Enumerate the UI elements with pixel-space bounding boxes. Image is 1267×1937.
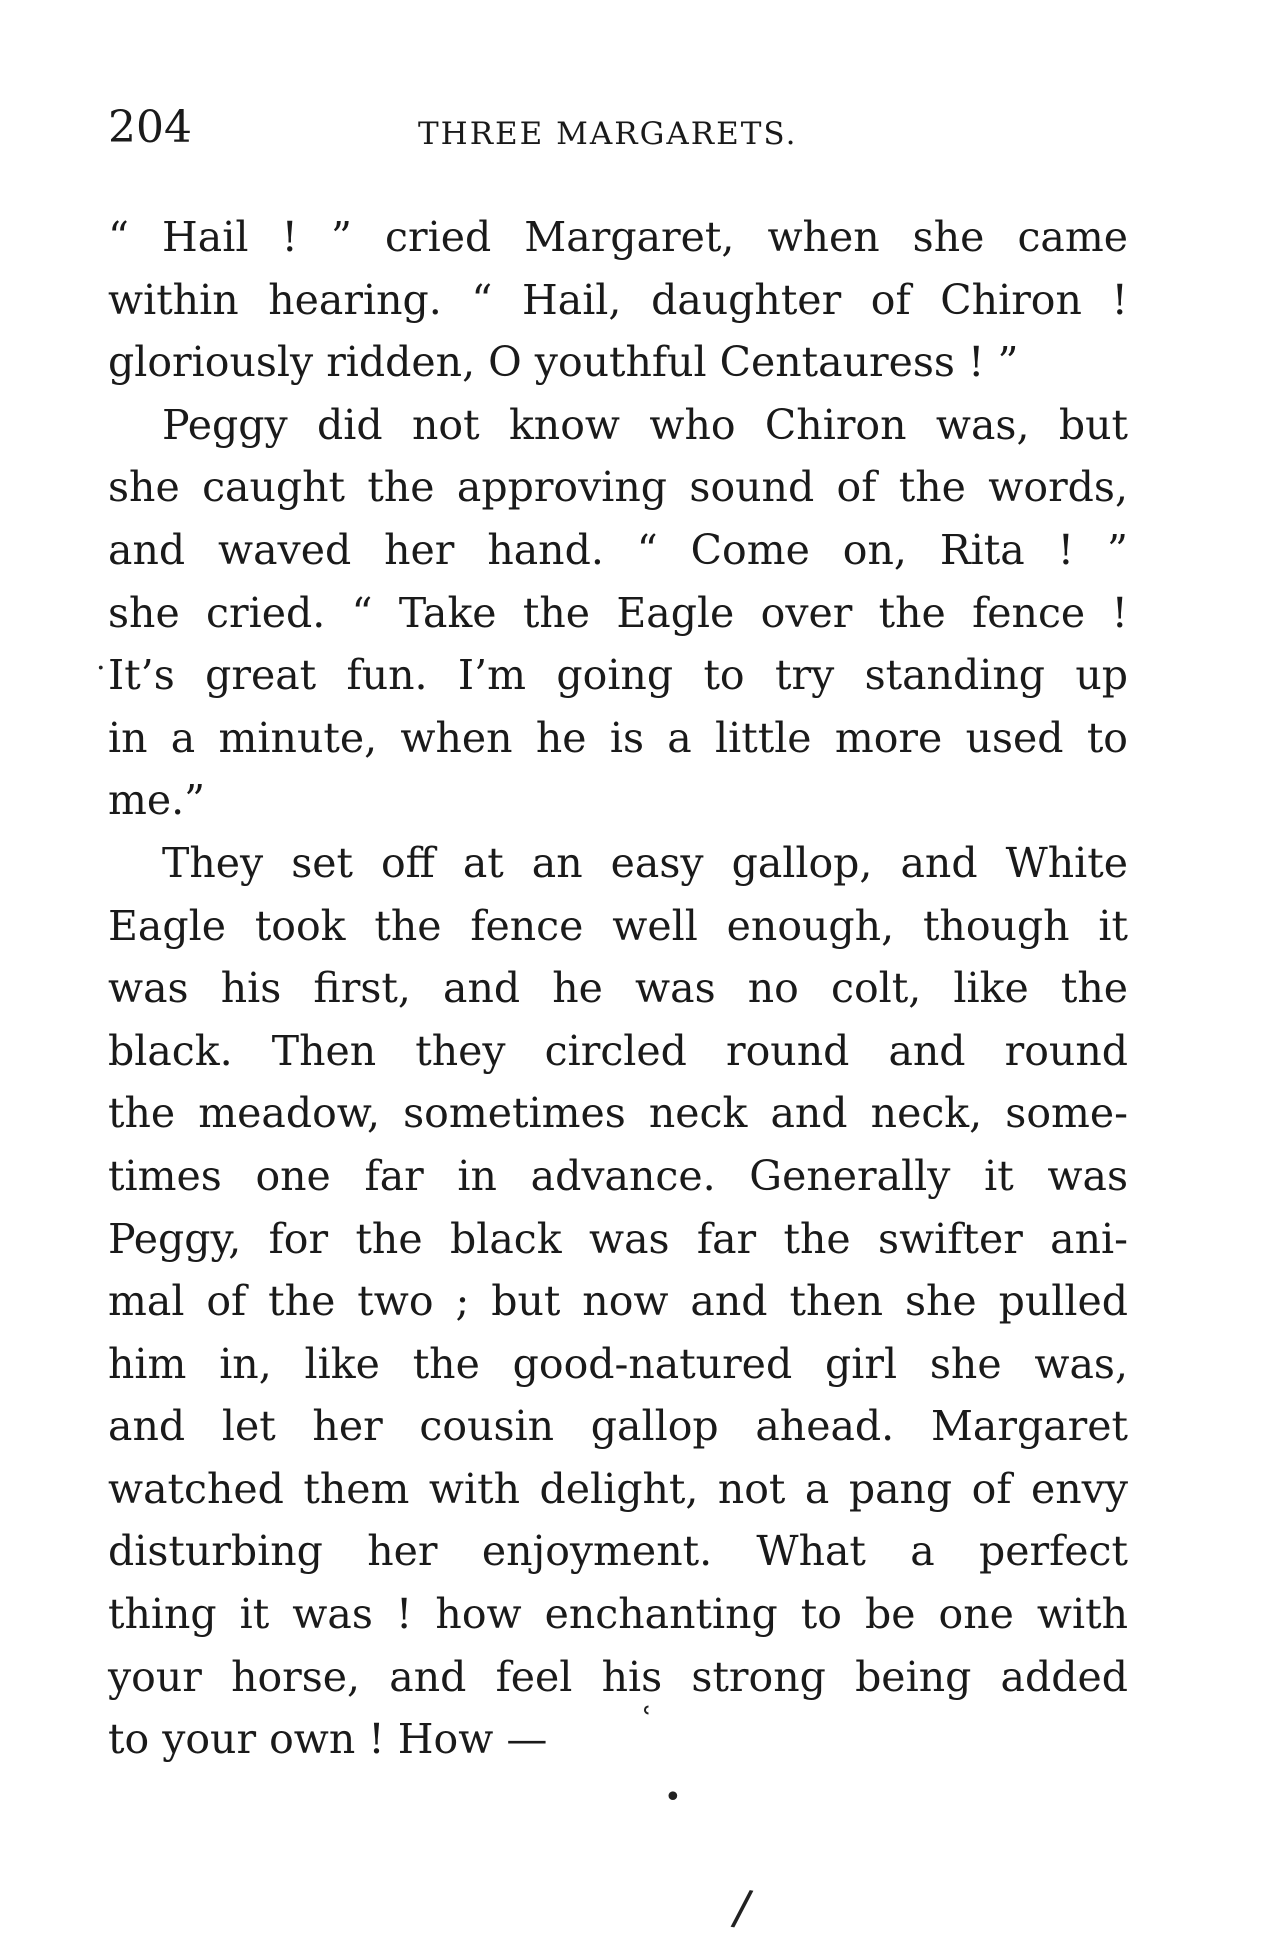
body-text	[108, 206, 1128, 1771]
text-line: Peggy did not know who Chiron was, but	[162, 400, 1128, 449]
text-line: thing it was ! how enchanting to be one with	[108, 1590, 1128, 1639]
text-line: disturbing her enjoyment. What a perfect	[108, 1527, 1128, 1576]
text-line: It’s great fun. I’m going to try standing up	[108, 651, 1128, 700]
text-line: and waved her hand. “ Come on, Rita ! ”	[108, 525, 1128, 574]
text-line: “ Hail ! ” cried Margaret, when she came	[108, 213, 1128, 261]
stray-mark-slash: /	[729, 1879, 755, 1937]
text-line: Peggy, for the black was far the swifter ani-	[108, 1214, 1128, 1263]
text-line: watched them with delight, not a pang of envy	[108, 1464, 1128, 1513]
text-line: black. Then they circled round and round	[108, 1026, 1128, 1075]
text-line: Eagle took the fence well enough, though it	[108, 901, 1128, 950]
text-line: and let her cousin gallop ahead. Margaret	[108, 1402, 1128, 1451]
text-line: the meadow, sometimes neck and neck, some-	[108, 1089, 1128, 1138]
running-title: THREE MARGARETS.	[418, 116, 798, 152]
page-header	[108, 98, 1128, 158]
text-line: him in, like the good-natured girl she was,	[108, 1339, 1128, 1388]
paragraph	[108, 832, 1128, 1771]
text-line: in a minute, when he is a little more used to	[108, 713, 1128, 762]
text-line: to your own ! How —	[108, 1715, 548, 1764]
text-line: your horse, and feel his strong being added	[108, 1652, 1128, 1701]
stray-mark-tick: ʿ	[642, 1700, 653, 1740]
text-line: mal of the two ; but now and then she pulled	[108, 1277, 1128, 1326]
text-line: gloriously ridden, O youthful Centauress ! ”	[108, 338, 1019, 387]
text-line: me.”	[108, 776, 206, 825]
text-line: was his first, and he was no colt, like the	[108, 964, 1128, 1013]
paragraph	[108, 394, 1128, 832]
text-line: she cried. “ Take the Eagle over the fence !	[108, 588, 1128, 637]
text-line: within hearing. “ Hail, daughter of Chiron !	[108, 275, 1128, 324]
text-line: she caught the approving sound of the words,	[108, 463, 1128, 512]
paragraph	[108, 206, 1128, 394]
text-line: times one far in advance. Generally it was	[108, 1151, 1128, 1200]
text-line: They set off at an easy gallop, and White	[162, 838, 1128, 887]
stray-mark-dot: .	[96, 642, 106, 677]
page-number: 204	[108, 102, 192, 153]
stray-mark-dot: •	[664, 1780, 682, 1815]
